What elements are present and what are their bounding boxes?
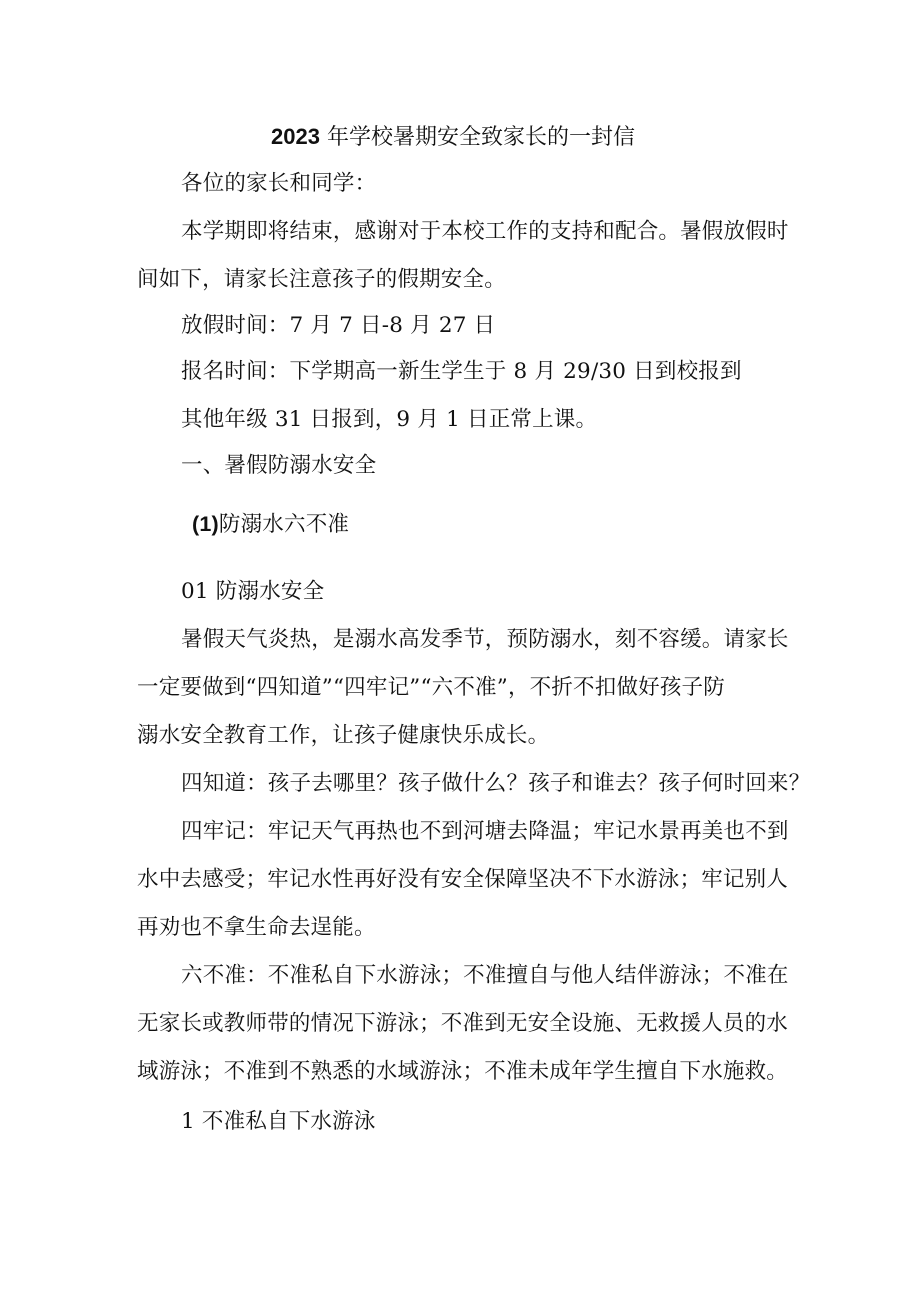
four-remember-line-1: 四牢记：牢记天气再热也不到河塘去降温；牢记水景再美也不到 (181, 819, 789, 844)
greeting: 各位的家长和同学： (181, 171, 377, 196)
four-know-paragraph: 四知道：孩子去哪里？孩子做什么？孩子和谁去？孩子何时回来？ (181, 771, 811, 796)
subsection-title: 防溺水六不准 (218, 512, 350, 537)
intro-paragraph-line-1: 本学期即将结束，感谢对于本校工作的支持和配合。暑假放假时 (181, 219, 789, 244)
item-heading-01: 01 防溺水安全 (181, 579, 325, 604)
subsection-number: (1) (192, 512, 219, 536)
six-not-line-2: 无家长或教师带的情况下游泳；不准到无安全设施、无救援人员的水 (137, 1011, 789, 1036)
title-year: 2023 (271, 124, 320, 149)
six-not-line-1: 六不准：不准私自下水游泳；不准擅自与他人结伴游泳；不准在 (181, 963, 789, 988)
section-heading-drowning-safety: 一、暑假防溺水安全 (181, 453, 377, 478)
holiday-time: 放假时间：7 月 7 日-8 月 27 日 (181, 313, 496, 338)
six-not-line-3: 域游泳；不准到不熟悉的水域游泳；不准未成年学生擅自下水施救。 (137, 1059, 789, 1084)
other-grades-info: 其他年级 31 日报到，9 月 1 日正常上课。 (181, 407, 598, 432)
title-text: 年学校暑期安全致家长的一封信 (326, 125, 635, 150)
summer-paragraph-line-1: 暑假天气炎热，是溺水高发季节，预防溺水，刻不容缓。请家长 (181, 627, 789, 652)
summer-paragraph-line-3: 溺水安全教育工作，让孩子健康快乐成长。 (137, 723, 550, 748)
four-remember-line-2: 水中去感受；牢记水性再好没有安全保障坚决不下水游泳；牢记别人 (137, 867, 789, 892)
document-title (271, 122, 635, 153)
registration-time: 报名时间：下学期高一新生学生于 8 月 29/30 日到校报到 (181, 359, 742, 384)
subsection-heading-six-rules (192, 510, 349, 539)
four-remember-line-3: 再劝也不拿生命去逞能。 (137, 915, 376, 940)
rule-1-heading: 1 不准私自下水游泳 (181, 1109, 376, 1134)
intro-paragraph-line-2: 间如下，请家长注意孩子的假期安全。 (137, 267, 506, 292)
summer-paragraph-line-2: 一定要做到“四知道”“四牢记”“六不准”，不折不扣做好孩子防 (137, 675, 725, 700)
